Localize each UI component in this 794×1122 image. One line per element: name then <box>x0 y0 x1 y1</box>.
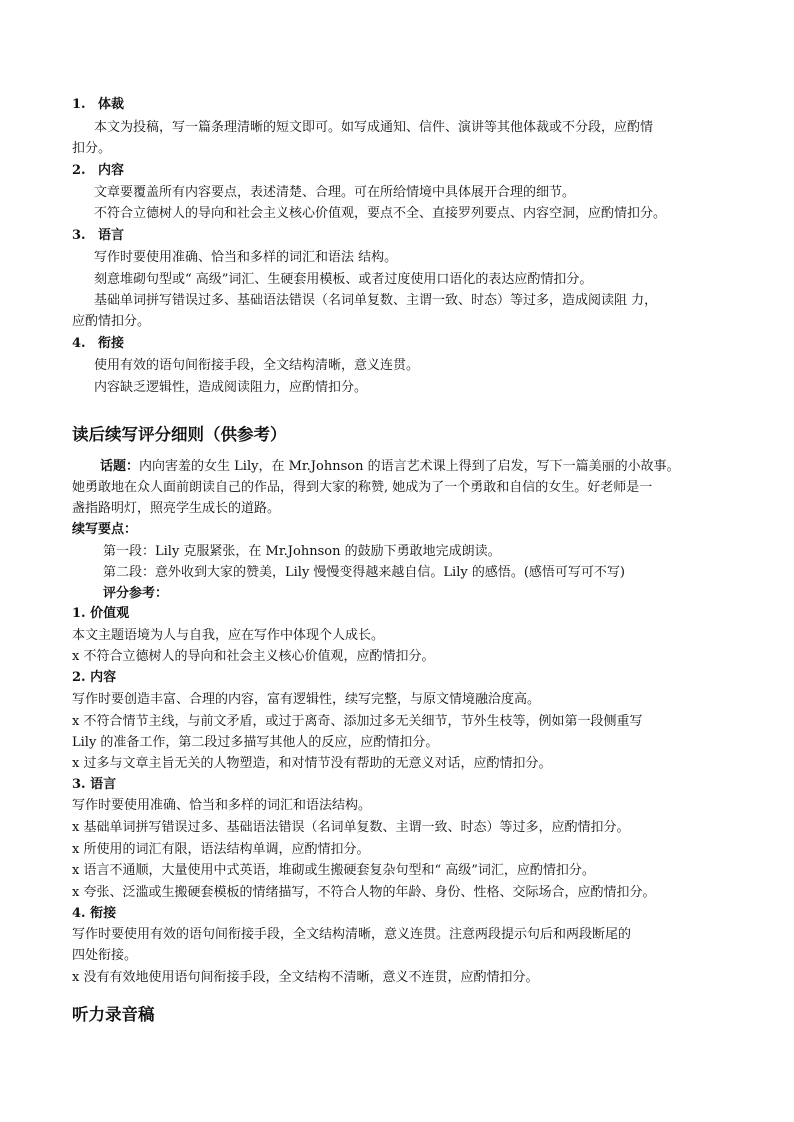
section-heading: 听力录音稿 <box>72 1005 155 1024</box>
body-text: 扣分。 <box>72 141 112 156</box>
body-text: 本文为投稿，写一篇条理清晰的短文即可。如写成通知、信件、演讲等其他体裁或不分段，应酌情 <box>94 120 654 135</box>
body-text: 基础单词拼写错误过多、基础语法错误（名词单复数、主谓一致、时态）等过多，造成阅读阻 力， <box>94 293 658 308</box>
body-text: x 语言不通顺，大量使用中式英语，堆砌或生搬硬套复杂句型和“ 高级”词汇，应酌情扣分。 <box>72 863 595 878</box>
topic-label: 话题： <box>100 459 140 474</box>
item-title: 体裁 <box>98 97 125 112</box>
body-text: 写作时要使用准确、恰当和多样的词汇和语法 结构。 <box>94 250 398 265</box>
scoring-item-title: 3. 语言 <box>72 777 117 792</box>
item-number: 3. <box>72 228 86 243</box>
scoring-item-title: 2. 内容 <box>72 670 117 685</box>
item-number: 4. <box>72 336 86 351</box>
body-text: x 不符合情节主线，与前文矛盾，或过于离奇、添加过多无关细节，节外生枝等，例如第一段侧重写 <box>72 714 643 729</box>
body-text: 本文主题语境为人与自我，应在写作中体现个人成长。 <box>72 628 385 643</box>
body-text: 她勇敢地在众人面前朗读自己的作品，得到大家的称赞, 她成为了一个勇敢和自信的女生。好老师是一 <box>72 480 653 495</box>
item-title: 语言 <box>98 228 125 243</box>
point-item: 第二段：意外收到大家的赞美，Lily 慢慢变得越来越自信。Lily 的感悟。(感悟可写可不写) <box>103 565 625 580</box>
body-text: 写作时要创造丰富、合理的内容，富有逻辑性，续写完整，与原文情境融洽度高。 <box>72 692 541 707</box>
item-title: 衔接 <box>98 336 125 351</box>
body-text: x 所使用的词汇有限，语法结构单调，应酌情扣分。 <box>72 842 370 857</box>
body-text: 内容缺乏逻辑性，造成阅读阻力，应酌情扣分。 <box>94 380 368 395</box>
item-number: 1. <box>72 97 86 112</box>
scoring-item-title: 1. 价值观 <box>72 606 130 621</box>
scoring-item-title: 4. 衔接 <box>72 906 117 921</box>
body-text: x 不符合立德树人的导向和社会主义核心价值观，应酌情扣分。 <box>72 649 435 664</box>
item-title: 内容 <box>98 163 125 178</box>
body-text: 使用有效的语句间衔接手段，全文结构清晰，意义连贯。 <box>94 358 420 373</box>
section-heading: 读后续写评分细则（供参考） <box>72 425 287 444</box>
topic-text: 内向害羞的女生 Lily，在 Mr.Johnson 的语言艺术课上得到了启发，写下一篇美丽的小故事。 <box>139 459 680 474</box>
body-text: x 过多与文章主旨无关的人物塑造，和对情节没有帮助的无意义对话，应酌情扣分。 <box>72 756 552 771</box>
body-text: 文章要覆盖所有内容要点，表述清楚、合理。可在所给情境中具体展开合理的细节。 <box>94 185 576 200</box>
item-number: 2. <box>72 163 86 178</box>
body-text: 不符合立德树人的导向和社会主义核心价值观，要点不全、直接罗列要点、内容空洞，应酌情扣分。 <box>94 206 667 221</box>
item-1-title-row <box>72 96 124 114</box>
item-3-title-row <box>72 227 124 245</box>
scoring-label: 评分参考： <box>103 586 169 601</box>
body-text: 盏指路明灯，照亮学生成长的道路。 <box>72 501 281 516</box>
body-text: 写作时要使用有效的语句间衔接手段，全文结构清晰，意义连贯。注意两段提示句后和两段断尾的 <box>72 927 632 942</box>
item-2-title-row <box>72 162 124 180</box>
body-text: x 夸张、泛滥或生搬硬套模板的情绪描写，不符合人物的年龄、身份、性格、交际场合，应酌情扣分。 <box>72 885 656 900</box>
item-4-title-row <box>72 335 124 353</box>
topic-line <box>100 458 680 476</box>
points-label: 续写要点： <box>72 522 138 537</box>
point-item: 第一段：Lily 克服紧张，在 Mr.Johnson 的鼓励下勇敢地完成朗读。 <box>103 544 501 559</box>
body-text: 写作时要使用准确、恰当和多样的词汇和语法结构。 <box>72 798 372 813</box>
body-text: 刻意堆砌句型或“ 高级”词汇、生硬套用模板、或者过度使用口语化的表达应酌情扣分。 <box>94 272 593 287</box>
body-text: x 基础单词拼写错误过多、基础语法错误（名词单复数、主谓一致、时态）等过多，应酌情扣分。 <box>72 820 630 835</box>
body-text: 四处衔接。 <box>72 948 138 963</box>
body-text: 应酌情扣分。 <box>72 314 151 329</box>
body-text: x 没有有效地使用语句间衔接手段，全文结构不清晰，意义不连贯，应酌情扣分。 <box>72 970 539 985</box>
body-text: Lily 的准备工作，第二段过多描写其他人的反应，应酌情扣分。 <box>72 735 439 750</box>
